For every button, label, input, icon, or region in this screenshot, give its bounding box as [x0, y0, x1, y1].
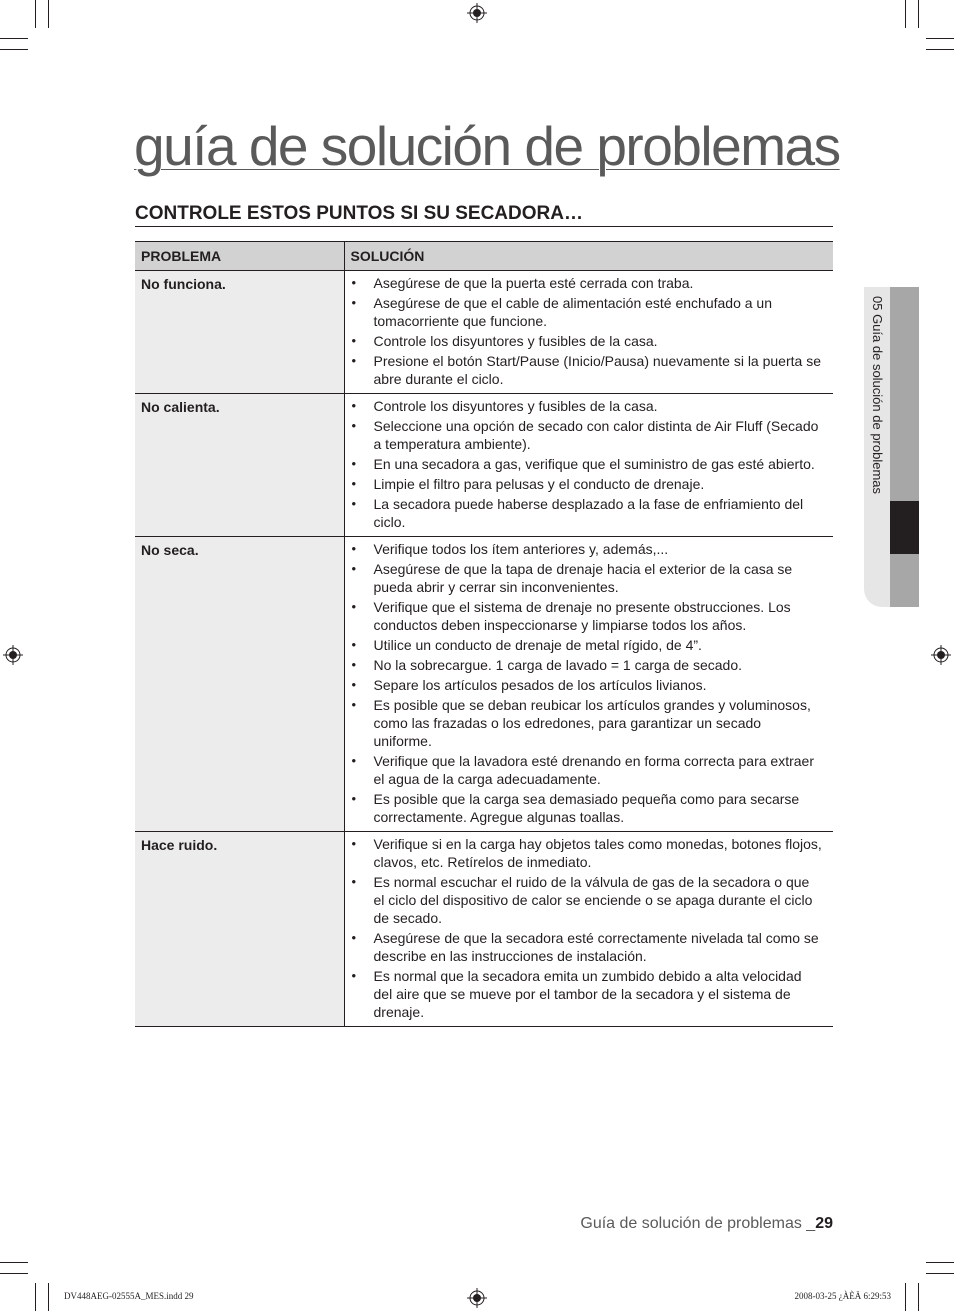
problem-cell: No funciona. [135, 271, 344, 394]
table-row [135, 271, 833, 394]
solution-item: • Verifique todos los ítem anteriores y, además,... [351, 540, 828, 558]
solution-item: • Utilice un conducto de drenaje de metal rígido, de 4”. [351, 636, 828, 654]
solution-list [351, 835, 828, 1021]
solution-list [351, 274, 828, 388]
side-tab-marker [890, 501, 919, 554]
solution-item: • Limpie el filtro para pelusas y el conducto de drenaje. [351, 475, 828, 493]
crop-mark [48, 0, 49, 28]
solution-item: • Verifique que la lavadora esté drenando en forma correcta para extraer el agua de la carga adecuadamente. [351, 752, 828, 788]
solution-item: • Asegúrese de que la tapa de drenaje hacia el exterior de la casa se pueda abrir y cerrar sin inconvenientes. [351, 560, 828, 596]
registration-mark-icon [931, 645, 951, 665]
solution-item: • Es normal que la secadora emita un zumbido debido a alta velocidad del aire que se mueve por el tambor de la secadora y el sistema de drenaje. [351, 967, 828, 1021]
registration-mark-icon [467, 1288, 487, 1308]
solution-item: • En una secadora a gas, verifique que el suministro de gas esté abierto. [351, 455, 828, 473]
footer-page-label [580, 1215, 833, 1233]
solution-item: • Seleccione una opción de secado con calor distinta de Air Fluff (Secado a temperatura ambiente). [351, 417, 828, 453]
solution-cell [344, 394, 833, 537]
solution-item: • Es normal escuchar el ruido de la válvula de gas de la secadora o que el ciclo del dispositivo de calor se enciende o se apaga durante el ciclo de secado. [351, 873, 828, 927]
problem-cell: No seca. [135, 537, 344, 832]
solution-cell [344, 832, 833, 1027]
crop-mark [905, 0, 906, 28]
table-row [135, 537, 833, 832]
solution-item: • Asegúrese de que la secadora esté correctamente nivelada tal como se describe en las instrucciones de instalación. [351, 929, 828, 965]
solution-item: • Es posible que se deban reubicar los artículos grandes y voluminosos, como las frazadas o los edredones, para garantizar un secado uniforme. [351, 696, 828, 750]
solution-item: • Asegúrese de que el cable de alimentación esté enchufado a un tomacorriente que funcione. [351, 294, 828, 330]
solution-item: • Verifique si en la carga hay objetos tales como monedas, botones flojos, clavos, etc. Retírelos de inmediato. [351, 835, 828, 871]
problem-cell: Hace ruido. [135, 832, 344, 1027]
solution-list [351, 397, 828, 531]
solution-item: • Controle los disyuntores y fusibles de la casa. [351, 397, 828, 415]
crop-mark [48, 1283, 49, 1311]
page-title: guía de solución de problemas [134, 115, 840, 177]
crop-mark [0, 1262, 28, 1263]
crop-mark [35, 0, 36, 28]
table-header-row [135, 242, 833, 271]
solution-item: • Controle los disyuntores y fusibles de la casa. [351, 332, 828, 350]
problem-cell: No calienta. [135, 394, 344, 537]
side-tab-strip [890, 554, 919, 607]
crop-mark [905, 1283, 906, 1311]
solution-item: • Es posible que la carga sea demasiado pequeña como para secarse correctamente. Agregue algunas toallas. [351, 790, 828, 826]
solution-cell [344, 537, 833, 832]
crop-mark [0, 38, 28, 39]
registration-mark-icon [467, 3, 487, 23]
solution-item: • Verifique que el sistema de drenaje no presente obstrucciones. Los conductos deben inspeccionarse y limpiarse todos los años. [351, 598, 828, 634]
solution-item: • No la sobrecargue. 1 carga de lavado = 1 carga de secado. [351, 656, 828, 674]
solution-cell [344, 271, 833, 394]
crop-mark [0, 49, 28, 50]
solution-item: • Separe los artículos pesados de los artículos livianos. [351, 676, 828, 694]
solution-item: • Asegúrese de que la puerta esté cerrada con traba. [351, 274, 828, 292]
header-solution: SOLUCIÓN [344, 242, 833, 271]
footer-title: Guía de solución de problemas _ [580, 1215, 816, 1232]
crop-mark [926, 1273, 954, 1274]
crop-mark [926, 1262, 954, 1263]
solution-item: • Presione el botón Start/Pause (Inicio/Pausa) nuevamente si la puerta se abre durante el ciclo. [351, 352, 828, 388]
print-slug-file: DV448AEG-02555A_MES.indd 29 [64, 1291, 194, 1301]
header-problem: PROBLEMA [135, 242, 344, 271]
table-row [135, 394, 833, 537]
side-tab-label: 05 Guía de solución de problemas [870, 296, 885, 495]
crop-mark [918, 0, 919, 28]
crop-mark [0, 1273, 28, 1274]
troubleshooting-table [135, 241, 833, 1027]
print-slug-date: 2008-03-25 ¿ÀÈÄ 6:29:53 [794, 1291, 891, 1301]
crop-mark [926, 38, 954, 39]
table-row [135, 832, 833, 1027]
side-tab-strip [890, 287, 919, 501]
page-number: 29 [815, 1215, 833, 1232]
crop-mark [918, 1283, 919, 1311]
registration-mark-icon [3, 645, 23, 665]
solution-list [351, 540, 828, 826]
section-subtitle: CONTROLE ESTOS PUNTOS SI SU SECADORA… [135, 202, 833, 227]
solution-item: • La secadora puede haberse desplazado a la fase de enfriamiento del ciclo. [351, 495, 828, 531]
crop-mark [926, 49, 954, 50]
crop-mark [35, 1283, 36, 1311]
